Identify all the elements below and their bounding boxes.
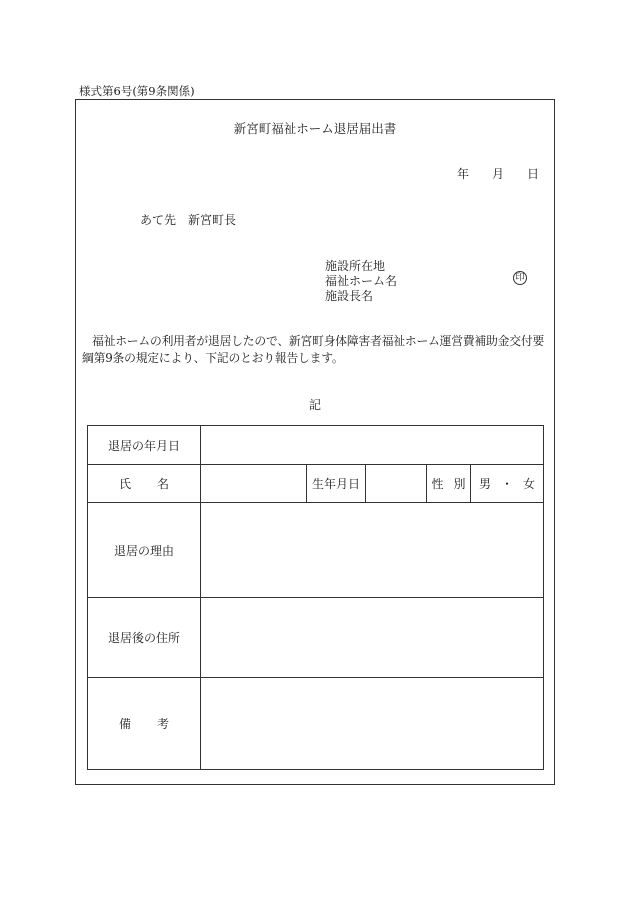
remarks-field[interactable] [201, 678, 544, 770]
name-label: 氏 名 [88, 465, 201, 503]
birth-date-field[interactable] [366, 465, 427, 503]
date-month-label: 月 [492, 167, 505, 181]
reason-label: 退居の理由 [88, 503, 201, 598]
seal-mark: 印 [513, 271, 527, 285]
table-row [88, 503, 544, 598]
gender-options[interactable]: 男 ・ 女 [471, 465, 544, 503]
table-row [88, 598, 544, 678]
table-row [88, 465, 544, 503]
new-address-label: 退居後の住所 [88, 598, 201, 678]
report-statement: 福祉ホームの利用者が退居したので、新宮町身体障害者福祉ホーム運営費補助金交付要綱第9条の規定により、下記のとおり報告します。 [82, 334, 545, 365]
name-field[interactable] [201, 465, 307, 503]
date-day-label: 日 [527, 167, 540, 181]
table-row [88, 426, 544, 465]
form-number-label: 様式第6号(第9条関係) [79, 84, 195, 98]
document-title: 新宮町福祉ホーム退居届出書 [233, 121, 397, 136]
new-address-field[interactable] [201, 598, 544, 678]
addressee: あて先 新宮町長 [140, 213, 237, 227]
birth-date-label: 生年月日 [307, 465, 366, 503]
report-table [87, 425, 544, 770]
table-row [88, 678, 544, 770]
reason-field[interactable] [201, 503, 544, 598]
remarks-label: 備 考 [88, 678, 201, 770]
facility-location-label: 施設所在地 [325, 259, 386, 273]
ki-heading: 記 [308, 398, 321, 412]
gender-label: 性 別 [427, 465, 471, 503]
director-name-label: 施設長名 [325, 289, 374, 303]
move-out-date-label: 退居の年月日 [88, 426, 201, 465]
move-out-date-field[interactable] [201, 426, 544, 465]
date-year-label: 年 [457, 167, 470, 181]
home-name-label: 福祉ホーム名 [325, 274, 398, 288]
